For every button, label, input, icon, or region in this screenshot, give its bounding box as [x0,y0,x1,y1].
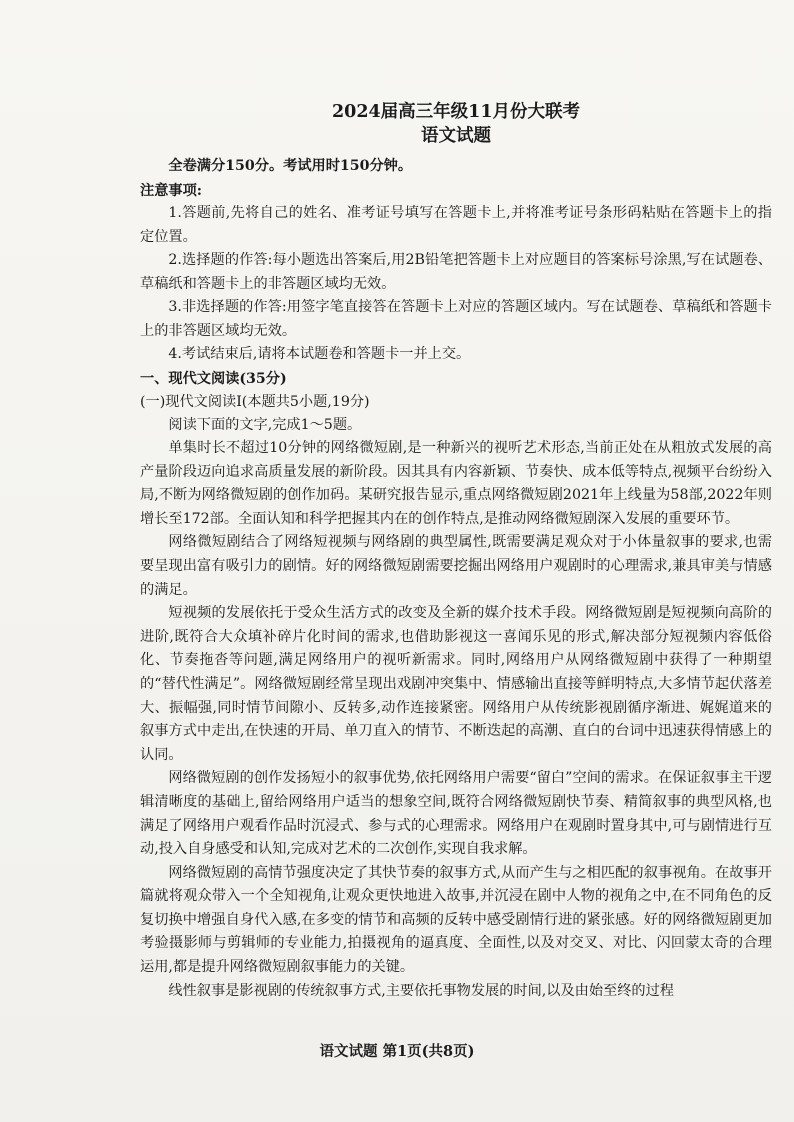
page-footer: 语文试题 第1页(共8页) [319,1043,475,1060]
section-block [140,368,772,1003]
notice-item: 2.选择题的作答:每小题选出答案后,用2B铅笔把答题卡上对应题目的答案标号涂黑,写在试题卷、草稿纸和答题卡上的非答题区域均无效。 [140,252,772,292]
passage-paragraph: 短视频的发展依托于受众生活方式的改变及全新的媒介技术手段。网络微短剧是短视频向高阶的进阶,既符合大众填补碎片化时间的需求,也借助影视这一喜闻乐见的形式,解决部分短视频内容低俗化、节奏拖沓等问题,满足网络用户的视听新需求。同时,网络用户从网络微短剧中获得了一种期望的“替代性满足”。网络微短剧经常呈现出戏剧冲突集中、情感输出直接等鲜明特点,大多情节起伏落差大、振幅强,同时情节间隙小、反转多,动作连接紧密。网络用户从传统影视剧循序渐进、娓娓道来的叙事方式中走出,在快速的开局、单刀直入的情节、不断迭起的高潮、直白的台词中迅速获得情感上的认同。 [140,605,772,763]
notice-block [140,180,772,367]
passage-paragraph: 网络微短剧结合了网络短视频与网络剧的典型属性,既需要满足观众对于小体量叙事的要求,也需要呈现出富有吸引力的剧情。好的网络微短剧需要挖掘出网络用户观剧时的心理需求,兼具审美与情感的满足。 [140,534,772,598]
reading-instruction: 阅读下面的文字,完成1～5题。 [168,417,362,433]
passage-paragraph: 单集时长不超过10分钟的网络微短剧,是一种新兴的视听艺术形态,当前正处在从粗放式发展的高产量阶段迈向追求高质量发展的新阶段。因其具有内容新颖、节奏快、成本低等特点,视频平台纷纷入局,不断为网络微短剧的创作加码。某研究报告显示,重点网络微短剧2021年上线量为58部,2022年则增长至172部。全面认知和科学把握其内在的创作特点,是推动网络微短剧深入发展的重要环节。 [140,440,772,527]
section-heading: 一、现代文阅读(35分) [140,371,287,387]
section-subheading: (一)现代文阅读Ⅰ(本题共5小题,19分) [140,394,370,410]
notice-item: 3.非选择题的作答:用签字笔直接答在答题卡上对应的答题区域内。写在试题卷、草稿纸和答题卡上的非答题区域均无效。 [140,299,772,339]
exam-title: 2024届高三年级11月份大联考 [331,102,581,122]
exam-content [140,100,772,150]
passage-paragraph: 网络微短剧的高情节强度决定了其快节奏的叙事方式,从而产生与之相匹配的叙事视角。在故事开篇就将观众带入一个全知视角,让观众更快地进入故事,并沉浸在剧中人物的视角之中,在不同角色的反复切换中增强自身代入感,在多变的情节和高频的反转中感受剧情行进的紧张感。好的网络微短剧更加考验摄影师与剪辑师的专业能力,拍摄视角的逼真度、全面性,以及对交叉、对比、闪回蒙太奇的合理运用,都是提升网络微短剧叙事能力的关键。 [140,864,772,976]
passage-paragraph: 网络微短剧的创作发扬短小的叙事优势,依托网络用户需要“留白”空间的需求。在保证叙事主干逻辑清晰度的基础上,留给网络用户适当的想象空间,既符合网络微短剧快节奏、精简叙事的典型风格,也满足了网络用户观看作品时沉浸式、参与式的心理需求。网络用户在观剧时置身其中,可与剧情进行互动,投入自身感受和认知,完成对艺术的二次创作,实现自我求解。 [140,770,772,858]
body-column [140,155,772,177]
notice-item: 1.答题前,先将自己的姓名、准考证号填写在答题卡上,并将准考证号条形码粘贴在答题卡上的指定位置。 [140,205,772,245]
passage-paragraph: 线性叙事是影视剧的传统叙事方式,主要依托事物发展的时间,以及由始至终的过程 [168,982,674,999]
exam-subject: 语文试题 [421,126,491,146]
score-line: 全卷满分150分。考试用时150分钟。 [168,158,413,174]
notice-item: 4.考试结束后,请将本试题卷和答题卡一并上交。 [168,346,471,362]
notice-heading: 注意事项: [140,183,202,199]
